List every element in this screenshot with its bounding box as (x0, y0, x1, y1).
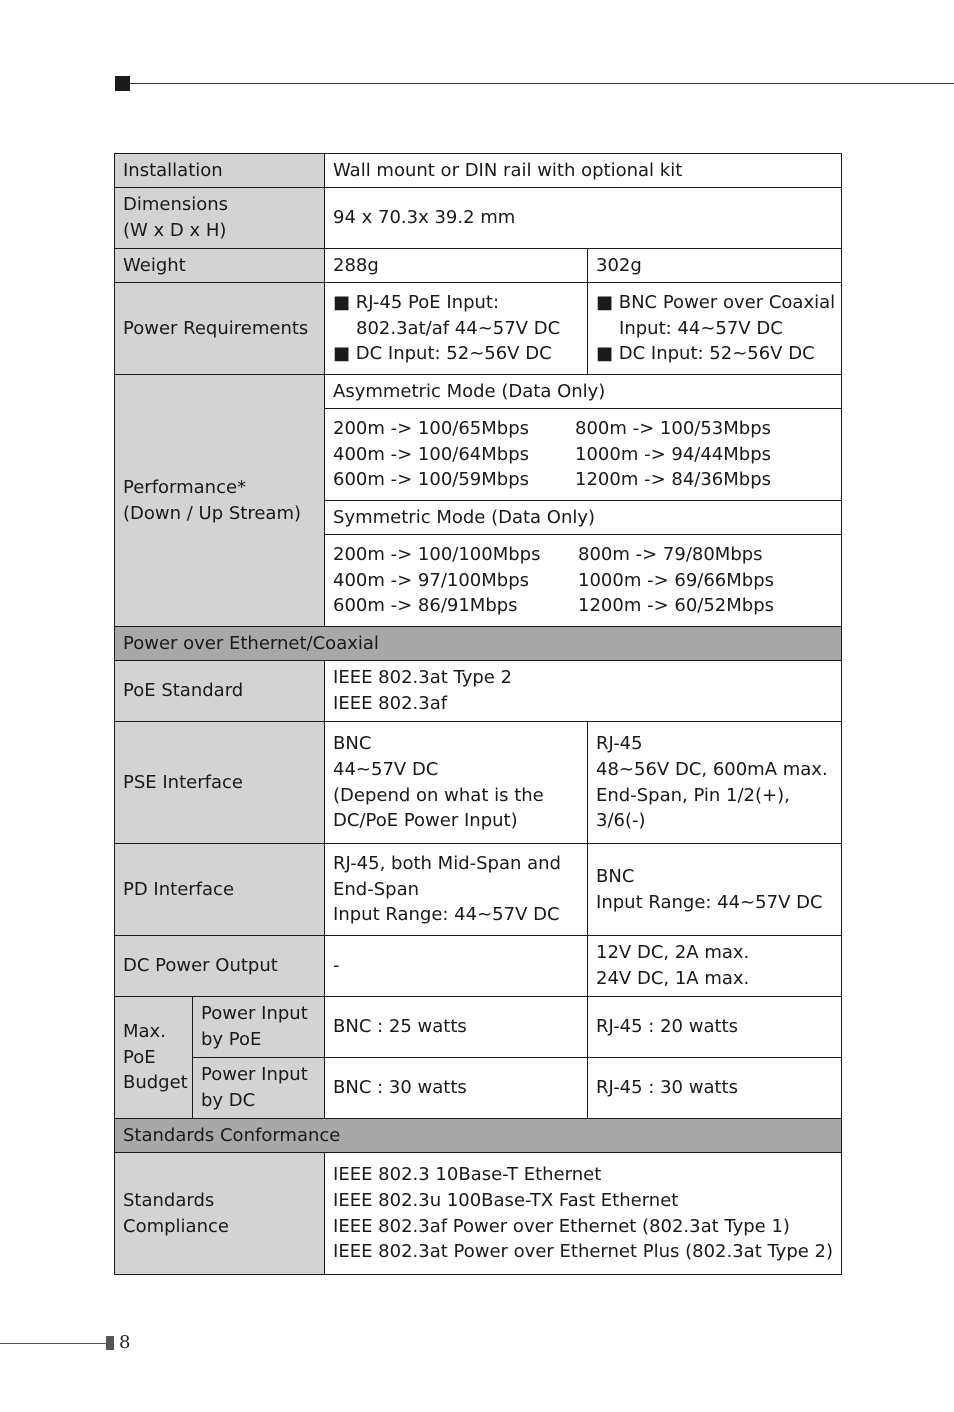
label-installation: Installation (115, 154, 325, 188)
label-pse-interface: PSE Interface (115, 722, 325, 844)
sym-r2-c1: 400m -> 97/100Mbps (333, 569, 530, 591)
value-weight-rj45: 302g (588, 249, 842, 283)
label-dimensions (115, 188, 325, 249)
value-installation: Wall mount or DIN rail with optional kit (325, 154, 842, 188)
pd-right-line2: Input Range: 44~57V DC (596, 891, 823, 913)
section-heading-poe: Power over Ethernet/Coaxial (115, 627, 842, 661)
value-pse-interface-rj45 (588, 722, 842, 844)
asym-r2-c2: 1000m -> 94/44Mbps (575, 443, 772, 465)
footer-rule (0, 1343, 106, 1344)
value-weight-bnc: 288g (325, 249, 588, 283)
performance-sym-title: Symmetric Mode (Data Only) (325, 501, 842, 535)
label-performance-line1: Performance* (123, 476, 247, 498)
power-req-right-line2: Input: 44~57V DC (619, 317, 783, 339)
poe-input-label-line1: Power Input (201, 1003, 308, 1025)
sym-r3-c2: 1200m -> 60/52Mbps (578, 595, 775, 617)
value-standards-compliance (325, 1153, 842, 1275)
power-req-right-line1: ■ BNC Power over Coaxial (596, 292, 836, 314)
footer-marker (106, 1336, 114, 1350)
performance-sym-values (325, 535, 842, 627)
performance-asym-values (325, 409, 842, 501)
pse-right-line4: 3/6(-) (596, 810, 646, 832)
row-dimensions (115, 188, 842, 249)
row-section-poe (115, 627, 842, 661)
value-pse-interface-bnc (325, 722, 588, 844)
label-power-input-by-dc (193, 1058, 325, 1119)
power-req-left-line1: ■ RJ-45 PoE Input: (333, 292, 500, 314)
row-poe-standard (115, 661, 842, 722)
pse-left-line4: DC/PoE Power Input) (333, 810, 518, 832)
label-pd-interface: PD Interface (115, 844, 325, 936)
value-pd-interface-rj45 (325, 844, 588, 936)
dc-input-label-line2: by DC (201, 1090, 256, 1111)
poe-standard-line2: IEEE 802.3af (333, 693, 448, 714)
standards-label-line2: Compliance (123, 1215, 229, 1237)
label-standards-compliance (115, 1153, 325, 1275)
pd-right-line1: BNC (596, 865, 635, 887)
row-section-standards (115, 1119, 842, 1153)
pd-left-line3: Input Range: 44~57V DC (333, 904, 560, 926)
label-performance (115, 375, 325, 627)
performance-asym-title: Asymmetric Mode (Data Only) (325, 375, 842, 409)
pse-left-line2: 44~57V DC (333, 758, 439, 780)
spec-table (114, 153, 842, 1275)
value-dc-power-output-right (588, 936, 842, 997)
row-standards-compliance (115, 1153, 842, 1275)
sym-r1-c1: 200m -> 100/100Mbps (333, 544, 541, 566)
value-poe-standard (325, 661, 842, 722)
sym-r1-c2: 800m -> 79/80Mbps (578, 544, 763, 566)
power-req-right-line3: ■ DC Input: 52~56V DC (596, 343, 815, 365)
section-heading-standards: Standards Conformance (115, 1119, 842, 1153)
row-pd-interface (115, 844, 842, 936)
value-budget-poe-rj45: RJ-45 : 20 watts (588, 997, 842, 1058)
label-power-requirements: Power Requirements (115, 283, 325, 375)
budget-label-line2: PoE (123, 1046, 156, 1068)
label-performance-line2: (Down / Up Stream) (123, 502, 302, 524)
label-dimensions-line2: (W x D x H) (123, 220, 227, 241)
pse-right-line3: End-Span, Pin 1/2(+), (596, 784, 790, 806)
label-max-poe-budget (115, 997, 193, 1119)
value-budget-poe-bnc: BNC : 25 watts (325, 997, 588, 1058)
asym-r3-c2: 1200m -> 84/36Mbps (575, 469, 772, 491)
value-power-requirements-left (325, 283, 588, 375)
header-marker-square (115, 76, 130, 91)
row-budget-poe (115, 997, 842, 1058)
standards-line4: IEEE 802.3at Power over Ethernet Plus (802.3at Type 2) (333, 1241, 834, 1263)
row-power-requirements (115, 283, 842, 375)
sym-r3-c1: 600m -> 86/91Mbps (333, 595, 518, 617)
dc-output-line1: 12V DC, 2A max. (596, 942, 750, 964)
label-dimensions-line1: Dimensions (123, 194, 229, 216)
value-power-requirements-right (588, 283, 842, 375)
pse-left-line3: (Depend on what is the (333, 784, 544, 806)
dc-input-label-line1: Power Input (201, 1064, 308, 1086)
pse-right-line2: 48~56V DC, 600mA max. (596, 758, 828, 780)
standards-line1: IEEE 802.3 10Base-T Ethernet (333, 1164, 602, 1186)
header-rule (130, 83, 954, 84)
budget-label-line3: Budget (123, 1072, 188, 1094)
page-number: 8 (119, 1332, 131, 1353)
row-performance-asym-title (115, 375, 842, 409)
budget-label-line1: Max. (123, 1021, 166, 1043)
row-pse-interface (115, 722, 842, 844)
value-pd-interface-bnc (588, 844, 842, 936)
row-budget-dc (115, 1058, 842, 1119)
power-req-left-line2: 802.3at/af 44~57V DC (356, 317, 561, 339)
pse-left-line1: BNC (333, 733, 372, 755)
asym-r2-c1: 400m -> 100/64Mbps (333, 443, 530, 465)
asym-r3-c1: 600m -> 100/59Mbps (333, 469, 530, 491)
row-dc-power-output (115, 936, 842, 997)
value-dc-power-output-left: - (325, 936, 588, 997)
standards-line2: IEEE 802.3u 100Base-TX Fast Ethernet (333, 1189, 679, 1211)
dc-output-line2: 24V DC, 1A max. (596, 968, 750, 989)
row-weight (115, 249, 842, 283)
standards-label-line1: Standards (123, 1189, 215, 1211)
asym-r1-c2: 800m -> 100/53Mbps (575, 418, 772, 440)
asym-r1-c1: 200m -> 100/65Mbps (333, 418, 530, 440)
poe-input-label-line2: by PoE (201, 1029, 262, 1050)
sym-r2-c2: 1000m -> 69/66Mbps (578, 569, 775, 591)
row-installation (115, 154, 842, 188)
label-poe-standard: PoE Standard (115, 661, 325, 722)
pse-right-line1: RJ-45 (596, 733, 643, 755)
label-dc-power-output: DC Power Output (115, 936, 325, 997)
label-weight: Weight (115, 249, 325, 283)
pd-left-line1: RJ-45, both Mid-Span and (333, 853, 561, 875)
standards-line3: IEEE 802.3af Power over Ethernet (802.3at Type 1) (333, 1215, 790, 1237)
power-req-left-line3: ■ DC Input: 52~56V DC (333, 343, 552, 365)
poe-standard-line1: IEEE 802.3at Type 2 (333, 667, 513, 689)
value-budget-dc-rj45: RJ-45 : 30 watts (588, 1058, 842, 1119)
label-power-input-by-poe (193, 997, 325, 1058)
value-dimensions: 94 x 70.3x 39.2 mm (325, 188, 842, 249)
pd-left-line2: End-Span (333, 878, 420, 900)
value-budget-dc-bnc: BNC : 30 watts (325, 1058, 588, 1119)
